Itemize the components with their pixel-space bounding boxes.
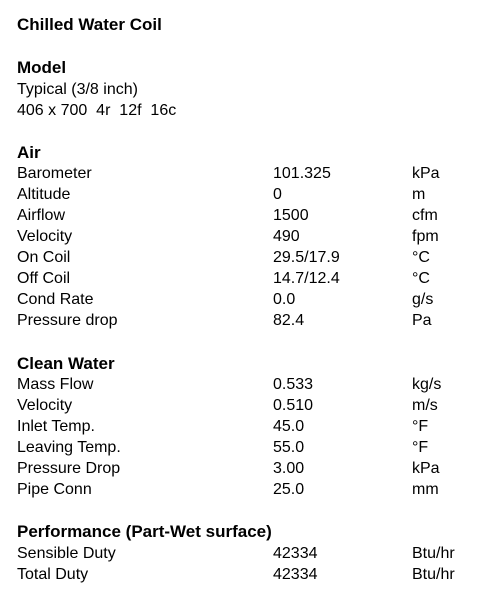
row-value: 0.533 xyxy=(273,376,314,393)
air-heading: Air xyxy=(17,143,41,162)
table-row xyxy=(17,543,477,564)
row-unit: fpm xyxy=(412,228,439,245)
water-table xyxy=(17,374,477,500)
model-spec: 406 x 700 4r 12f 16c xyxy=(17,102,177,119)
document-title: Chilled Water Coil xyxy=(17,15,162,34)
row-label: Mass Flow xyxy=(17,376,94,393)
performance-table xyxy=(17,543,477,585)
row-label: Pressure drop xyxy=(17,312,118,329)
model-type: Typical (3/8 inch) xyxy=(17,81,138,98)
row-unit: Btu/hr xyxy=(412,545,455,562)
row-unit: Btu/hr xyxy=(412,566,455,583)
table-row xyxy=(17,226,477,247)
row-label: Pipe Conn xyxy=(17,481,92,498)
row-value: 25.0 xyxy=(273,481,305,498)
row-label: Off Coil xyxy=(17,270,71,287)
table-row xyxy=(17,437,477,458)
row-unit: kPa xyxy=(412,460,440,477)
row-value: 0.0 xyxy=(273,291,296,308)
water-heading: Clean Water xyxy=(17,354,115,373)
model-heading: Model xyxy=(17,58,67,77)
row-unit: kPa xyxy=(412,165,440,182)
row-unit: °C xyxy=(412,249,430,266)
row-label: Barometer xyxy=(17,165,92,182)
row-value: 42334 xyxy=(273,566,318,583)
row-unit: °C xyxy=(412,270,430,287)
row-unit: mm xyxy=(412,481,439,498)
row-value: 101.325 xyxy=(273,165,331,182)
table-row xyxy=(17,458,477,479)
table-row xyxy=(17,310,477,331)
table-row xyxy=(17,564,477,585)
row-unit: g/s xyxy=(412,291,434,308)
table-row xyxy=(17,205,477,226)
row-label: Pressure Drop xyxy=(17,460,121,477)
air-table xyxy=(17,163,477,331)
row-value: 82.4 xyxy=(273,312,305,329)
table-row xyxy=(17,374,477,395)
row-value: 0 xyxy=(273,186,282,203)
row-unit: °F xyxy=(412,439,429,456)
row-unit: kg/s xyxy=(412,376,442,393)
table-row xyxy=(17,163,477,184)
row-value: 490 xyxy=(273,228,300,245)
row-value: 14.7/12.4 xyxy=(273,270,340,287)
row-label: Altitude xyxy=(17,186,71,203)
table-row xyxy=(17,289,477,310)
row-label: Inlet Temp. xyxy=(17,418,95,435)
row-value: 1500 xyxy=(273,207,309,224)
row-label: Total Duty xyxy=(17,566,89,583)
row-value: 29.5/17.9 xyxy=(273,249,340,266)
row-label: Velocity xyxy=(17,228,73,245)
table-row xyxy=(17,184,477,205)
row-value: 3.00 xyxy=(273,460,305,477)
table-row xyxy=(17,395,477,416)
row-unit: m/s xyxy=(412,397,438,414)
row-value: 42334 xyxy=(273,545,318,562)
row-label: On Coil xyxy=(17,249,71,266)
table-row xyxy=(17,479,477,500)
row-unit: °F xyxy=(412,418,429,435)
row-value: 0.510 xyxy=(273,397,314,414)
row-unit: m xyxy=(412,186,426,203)
performance-heading: Performance (Part-Wet surface) xyxy=(17,522,272,541)
row-label: Leaving Temp. xyxy=(17,439,121,456)
table-row xyxy=(17,268,477,289)
row-label: Velocity xyxy=(17,397,73,414)
row-value: 55.0 xyxy=(273,439,305,456)
row-label: Sensible Duty xyxy=(17,545,116,562)
row-value: 45.0 xyxy=(273,418,305,435)
row-label: Airflow xyxy=(17,207,66,224)
row-unit: Pa xyxy=(412,312,432,329)
row-label: Cond Rate xyxy=(17,291,94,308)
table-row xyxy=(17,247,477,268)
row-unit: cfm xyxy=(412,207,438,224)
table-row xyxy=(17,416,477,437)
